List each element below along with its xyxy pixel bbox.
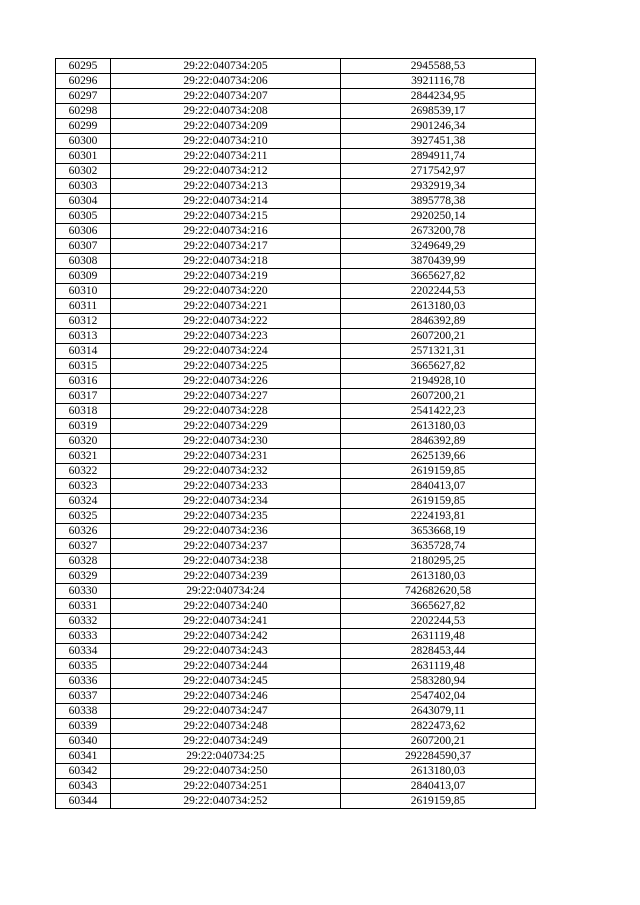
table-row bbox=[56, 689, 536, 704]
value-cell: 2673200,78 bbox=[341, 224, 536, 239]
row-number-cell: 60313 bbox=[56, 329, 111, 344]
value-cell: 292284590,37 bbox=[341, 749, 536, 764]
table-row bbox=[56, 254, 536, 269]
value-cell: 2224193,81 bbox=[341, 509, 536, 524]
row-number-cell: 60329 bbox=[56, 569, 111, 584]
row-number-cell: 60297 bbox=[56, 89, 111, 104]
value-cell: 2846392,89 bbox=[341, 434, 536, 449]
cadastral-number-cell: 29:22:040734:24 bbox=[111, 584, 341, 599]
value-cell: 2619159,85 bbox=[341, 794, 536, 809]
value-cell: 2920250,14 bbox=[341, 209, 536, 224]
table-row bbox=[56, 224, 536, 239]
row-number-cell: 60323 bbox=[56, 479, 111, 494]
row-number-cell: 60336 bbox=[56, 674, 111, 689]
cadastral-number-cell: 29:22:040734:208 bbox=[111, 104, 341, 119]
row-number-cell: 60341 bbox=[56, 749, 111, 764]
row-number-cell: 60338 bbox=[56, 704, 111, 719]
row-number-cell: 60307 bbox=[56, 239, 111, 254]
table-row bbox=[56, 599, 536, 614]
table-row bbox=[56, 569, 536, 584]
row-number-cell: 60304 bbox=[56, 194, 111, 209]
cadastral-number-cell: 29:22:040734:239 bbox=[111, 569, 341, 584]
value-cell: 3665627,82 bbox=[341, 599, 536, 614]
cadastral-number-cell: 29:22:040734:243 bbox=[111, 644, 341, 659]
cadastral-number-cell: 29:22:040734:247 bbox=[111, 704, 341, 719]
value-cell: 2844234,95 bbox=[341, 89, 536, 104]
value-cell: 2828453,44 bbox=[341, 644, 536, 659]
value-cell: 2571321,31 bbox=[341, 344, 536, 359]
value-cell: 2840413,07 bbox=[341, 479, 536, 494]
value-cell: 2894911,74 bbox=[341, 149, 536, 164]
row-number-cell: 60321 bbox=[56, 449, 111, 464]
cadastral-number-cell: 29:22:040734:238 bbox=[111, 554, 341, 569]
table-row bbox=[56, 614, 536, 629]
table-row bbox=[56, 344, 536, 359]
cadastral-number-cell: 29:22:040734:245 bbox=[111, 674, 341, 689]
table-row bbox=[56, 89, 536, 104]
cadastral-number-cell: 29:22:040734:240 bbox=[111, 599, 341, 614]
value-cell: 3927451,38 bbox=[341, 134, 536, 149]
value-cell: 2625139,66 bbox=[341, 449, 536, 464]
cadastral-number-cell: 29:22:040734:241 bbox=[111, 614, 341, 629]
row-number-cell: 60310 bbox=[56, 284, 111, 299]
table-row bbox=[56, 434, 536, 449]
table-row bbox=[56, 659, 536, 674]
value-cell: 2613180,03 bbox=[341, 299, 536, 314]
cadastral-number-cell: 29:22:040734:209 bbox=[111, 119, 341, 134]
cadastral-number-cell: 29:22:040734:25 bbox=[111, 749, 341, 764]
table-row bbox=[56, 359, 536, 374]
table-row bbox=[56, 209, 536, 224]
cadastral-number-cell: 29:22:040734:220 bbox=[111, 284, 341, 299]
value-cell: 2631119,48 bbox=[341, 629, 536, 644]
row-number-cell: 60315 bbox=[56, 359, 111, 374]
row-number-cell: 60318 bbox=[56, 404, 111, 419]
row-number-cell: 60326 bbox=[56, 524, 111, 539]
cadastral-number-cell: 29:22:040734:227 bbox=[111, 389, 341, 404]
value-cell: 2619159,85 bbox=[341, 494, 536, 509]
value-cell: 2840413,07 bbox=[341, 779, 536, 794]
row-number-cell: 60342 bbox=[56, 764, 111, 779]
cadastral-number-cell: 29:22:040734:233 bbox=[111, 479, 341, 494]
table-row bbox=[56, 644, 536, 659]
row-number-cell: 60330 bbox=[56, 584, 111, 599]
row-number-cell: 60305 bbox=[56, 209, 111, 224]
table-row bbox=[56, 314, 536, 329]
row-number-cell: 60331 bbox=[56, 599, 111, 614]
table-row bbox=[56, 704, 536, 719]
row-number-cell: 60301 bbox=[56, 149, 111, 164]
value-cell: 2932919,34 bbox=[341, 179, 536, 194]
table-row bbox=[56, 389, 536, 404]
row-number-cell: 60320 bbox=[56, 434, 111, 449]
cadastral-number-cell: 29:22:040734:224 bbox=[111, 344, 341, 359]
table-row bbox=[56, 164, 536, 179]
cadastral-number-cell: 29:22:040734:228 bbox=[111, 404, 341, 419]
cadastral-number-cell: 29:22:040734:215 bbox=[111, 209, 341, 224]
row-number-cell: 60298 bbox=[56, 104, 111, 119]
cadastral-number-cell: 29:22:040734:210 bbox=[111, 134, 341, 149]
cadastral-number-cell: 29:22:040734:213 bbox=[111, 179, 341, 194]
table-row bbox=[56, 374, 536, 389]
row-number-cell: 60335 bbox=[56, 659, 111, 674]
cadastral-number-cell: 29:22:040734:237 bbox=[111, 539, 341, 554]
value-cell: 2619159,85 bbox=[341, 464, 536, 479]
value-cell: 742682620,58 bbox=[341, 584, 536, 599]
table-row bbox=[56, 59, 536, 74]
value-cell: 2698539,17 bbox=[341, 104, 536, 119]
row-number-cell: 60311 bbox=[56, 299, 111, 314]
cadastral-number-cell: 29:22:040734:230 bbox=[111, 434, 341, 449]
table-row bbox=[56, 464, 536, 479]
table-row bbox=[56, 584, 536, 599]
cadastral-number-cell: 29:22:040734:218 bbox=[111, 254, 341, 269]
value-cell: 3653668,19 bbox=[341, 524, 536, 539]
table-body bbox=[56, 59, 536, 809]
cadastral-number-cell: 29:22:040734:221 bbox=[111, 299, 341, 314]
table-row bbox=[56, 119, 536, 134]
row-number-cell: 60333 bbox=[56, 629, 111, 644]
value-cell: 2607200,21 bbox=[341, 329, 536, 344]
cadastral-number-cell: 29:22:040734:229 bbox=[111, 419, 341, 434]
value-cell: 2541422,23 bbox=[341, 404, 536, 419]
cadastral-number-cell: 29:22:040734:222 bbox=[111, 314, 341, 329]
row-number-cell: 60308 bbox=[56, 254, 111, 269]
table-row bbox=[56, 494, 536, 509]
table-row bbox=[56, 479, 536, 494]
table-row bbox=[56, 674, 536, 689]
table-row bbox=[56, 284, 536, 299]
row-number-cell: 60337 bbox=[56, 689, 111, 704]
value-cell: 2613180,03 bbox=[341, 764, 536, 779]
value-cell: 3870439,99 bbox=[341, 254, 536, 269]
table-row bbox=[56, 134, 536, 149]
cadastral-number-cell: 29:22:040734:251 bbox=[111, 779, 341, 794]
value-cell: 2901246,34 bbox=[341, 119, 536, 134]
row-number-cell: 60300 bbox=[56, 134, 111, 149]
cadastral-number-cell: 29:22:040734:249 bbox=[111, 734, 341, 749]
value-cell: 2202244,53 bbox=[341, 614, 536, 629]
table-row bbox=[56, 749, 536, 764]
cadastral-number-cell: 29:22:040734:211 bbox=[111, 149, 341, 164]
table-row bbox=[56, 104, 536, 119]
table-row bbox=[56, 329, 536, 344]
table-row bbox=[56, 404, 536, 419]
cadastral-number-cell: 29:22:040734:225 bbox=[111, 359, 341, 374]
cadastral-number-cell: 29:22:040734:207 bbox=[111, 89, 341, 104]
value-cell: 3665627,82 bbox=[341, 359, 536, 374]
cadastral-number-cell: 29:22:040734:235 bbox=[111, 509, 341, 524]
value-cell: 3665627,82 bbox=[341, 269, 536, 284]
table-row bbox=[56, 194, 536, 209]
row-number-cell: 60302 bbox=[56, 164, 111, 179]
value-cell: 3635728,74 bbox=[341, 539, 536, 554]
row-number-cell: 60296 bbox=[56, 74, 111, 89]
row-number-cell: 60299 bbox=[56, 119, 111, 134]
cadastral-number-cell: 29:22:040734:223 bbox=[111, 329, 341, 344]
cadastral-number-cell: 29:22:040734:246 bbox=[111, 689, 341, 704]
cadastral-number-cell: 29:22:040734:244 bbox=[111, 659, 341, 674]
cadastral-number-cell: 29:22:040734:231 bbox=[111, 449, 341, 464]
value-cell: 2180295,25 bbox=[341, 554, 536, 569]
row-number-cell: 60303 bbox=[56, 179, 111, 194]
value-cell: 2607200,21 bbox=[341, 734, 536, 749]
cadastral-number-cell: 29:22:040734:219 bbox=[111, 269, 341, 284]
cadastral-value-table bbox=[55, 58, 536, 809]
row-number-cell: 60309 bbox=[56, 269, 111, 284]
cadastral-number-cell: 29:22:040734:205 bbox=[111, 59, 341, 74]
row-number-cell: 60324 bbox=[56, 494, 111, 509]
value-cell: 2547402,04 bbox=[341, 689, 536, 704]
table-row bbox=[56, 734, 536, 749]
table-row bbox=[56, 629, 536, 644]
cadastral-number-cell: 29:22:040734:214 bbox=[111, 194, 341, 209]
table-row bbox=[56, 179, 536, 194]
row-number-cell: 60316 bbox=[56, 374, 111, 389]
cadastral-number-cell: 29:22:040734:232 bbox=[111, 464, 341, 479]
row-number-cell: 60339 bbox=[56, 719, 111, 734]
cadastral-number-cell: 29:22:040734:217 bbox=[111, 239, 341, 254]
row-number-cell: 60314 bbox=[56, 344, 111, 359]
value-cell: 3921116,78 bbox=[341, 74, 536, 89]
table-row bbox=[56, 269, 536, 284]
row-number-cell: 60343 bbox=[56, 779, 111, 794]
table-row bbox=[56, 719, 536, 734]
cadastral-number-cell: 29:22:040734:236 bbox=[111, 524, 341, 539]
value-cell: 2202244,53 bbox=[341, 284, 536, 299]
cadastral-number-cell: 29:22:040734:250 bbox=[111, 764, 341, 779]
table-row bbox=[56, 74, 536, 89]
value-cell: 3895778,38 bbox=[341, 194, 536, 209]
table-row bbox=[56, 239, 536, 254]
value-cell: 2945588,53 bbox=[341, 59, 536, 74]
table-row bbox=[56, 764, 536, 779]
table-row bbox=[56, 779, 536, 794]
table-row bbox=[56, 554, 536, 569]
value-cell: 2613180,03 bbox=[341, 569, 536, 584]
row-number-cell: 60340 bbox=[56, 734, 111, 749]
cadastral-number-cell: 29:22:040734:248 bbox=[111, 719, 341, 734]
row-number-cell: 60328 bbox=[56, 554, 111, 569]
cadastral-number-cell: 29:22:040734:234 bbox=[111, 494, 341, 509]
table-row bbox=[56, 449, 536, 464]
value-cell: 2846392,89 bbox=[341, 314, 536, 329]
value-cell: 2583280,94 bbox=[341, 674, 536, 689]
value-cell: 2607200,21 bbox=[341, 389, 536, 404]
value-cell: 2613180,03 bbox=[341, 419, 536, 434]
table-row bbox=[56, 509, 536, 524]
cadastral-number-cell: 29:22:040734:216 bbox=[111, 224, 341, 239]
table-row bbox=[56, 149, 536, 164]
value-cell: 2643079,11 bbox=[341, 704, 536, 719]
cadastral-number-cell: 29:22:040734:242 bbox=[111, 629, 341, 644]
row-number-cell: 60327 bbox=[56, 539, 111, 554]
row-number-cell: 60306 bbox=[56, 224, 111, 239]
cadastral-number-cell: 29:22:040734:206 bbox=[111, 74, 341, 89]
table-row bbox=[56, 419, 536, 434]
value-cell: 2194928,10 bbox=[341, 374, 536, 389]
row-number-cell: 60325 bbox=[56, 509, 111, 524]
cadastral-number-cell: 29:22:040734:212 bbox=[111, 164, 341, 179]
row-number-cell: 60319 bbox=[56, 419, 111, 434]
table-row bbox=[56, 539, 536, 554]
value-cell: 2822473,62 bbox=[341, 719, 536, 734]
value-cell: 2717542,97 bbox=[341, 164, 536, 179]
row-number-cell: 60317 bbox=[56, 389, 111, 404]
table-row bbox=[56, 299, 536, 314]
row-number-cell: 60312 bbox=[56, 314, 111, 329]
row-number-cell: 60344 bbox=[56, 794, 111, 809]
table-row bbox=[56, 524, 536, 539]
row-number-cell: 60295 bbox=[56, 59, 111, 74]
row-number-cell: 60322 bbox=[56, 464, 111, 479]
value-cell: 2631119,48 bbox=[341, 659, 536, 674]
cadastral-number-cell: 29:22:040734:252 bbox=[111, 794, 341, 809]
row-number-cell: 60334 bbox=[56, 644, 111, 659]
table-row bbox=[56, 794, 536, 809]
value-cell: 3249649,29 bbox=[341, 239, 536, 254]
cadastral-number-cell: 29:22:040734:226 bbox=[111, 374, 341, 389]
row-number-cell: 60332 bbox=[56, 614, 111, 629]
